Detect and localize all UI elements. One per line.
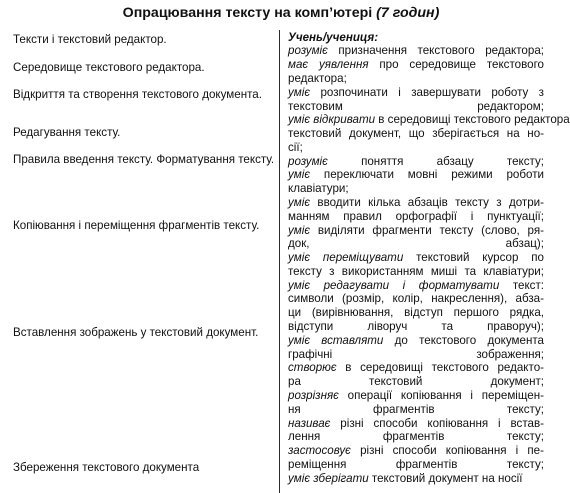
outcome-line <box>288 375 544 389</box>
outcome-text: реміщення фрагментів тексту; <box>288 457 544 471</box>
outcome-line <box>288 320 544 334</box>
outcome-text: призначення текстового редактора; <box>327 44 544 58</box>
outcome-text: про середовище текстового <box>368 58 544 72</box>
topic-item: Тексти і текстовий редактор. <box>13 33 167 46</box>
outcome-text: редактора; <box>288 72 347 85</box>
outcome-text: клавіатури; <box>288 182 349 196</box>
outcome-line <box>288 224 544 238</box>
outcome-line <box>288 72 544 86</box>
outcome-verb: уміє вставляти <box>288 333 384 347</box>
title-main: Опрацювання тексту на комп’ютері <box>122 5 377 21</box>
page-title <box>0 4 562 22</box>
outcome-line <box>288 417 544 431</box>
topic-item: Копіювання і переміщення фрагментів тексту. <box>13 219 260 232</box>
outcome-text: переключати мовні режими роботи <box>310 168 544 182</box>
title-hours: (7 годин) <box>376 5 440 21</box>
outcome-text: текстовим редактором; <box>288 99 544 113</box>
outcome-line <box>288 237 544 251</box>
outcome-line <box>288 403 544 417</box>
outcome-line <box>288 458 544 472</box>
outcome-verb: розуміє <box>288 154 328 168</box>
outcome-line <box>288 389 544 403</box>
outcome-text: манням правил орфографії і пунктуації; <box>288 209 544 223</box>
outcome-text: тексту з використанням миші та клавіатури; <box>288 264 544 278</box>
outcome-text: графічні зображення; <box>288 347 544 361</box>
outcome-text: ци (вирівнювання, відступ першого рядка, <box>288 306 544 320</box>
outcome-line <box>288 58 544 72</box>
outcome-verb: уміє переміщувати <box>288 251 404 265</box>
outcome-text: текстовий курсор по <box>403 251 544 265</box>
outcome-verb: уміє <box>288 168 311 182</box>
outcome-verb: уміє <box>288 196 311 209</box>
topic-item: Вставлення зображень у текстовий документ. <box>13 326 259 339</box>
topic-item: Збереження текстового документа <box>13 461 200 474</box>
outcome-line <box>288 113 570 127</box>
topic-item: Редагування тексту. <box>13 126 121 139</box>
outcome-line <box>288 292 544 306</box>
outcome-line <box>288 210 544 224</box>
outcome-text: операції копіювання і переміщен- <box>338 388 544 402</box>
topic-item: Правила введення тексту. Форматування тексту. <box>13 153 275 166</box>
outcome-verb: має уявлення <box>288 58 369 72</box>
outcome-verb: застосовує <box>288 444 351 457</box>
outcome-text: ня фрагментів тексту; <box>288 402 544 416</box>
outcome-line <box>288 127 544 141</box>
outcome-line <box>288 168 544 182</box>
outcome-line <box>288 196 544 210</box>
outcome-line <box>288 279 544 293</box>
outcome-verb: уміє <box>288 85 311 99</box>
outcome-line <box>288 361 544 375</box>
outcome-line <box>288 155 544 169</box>
outcome-line <box>288 44 544 58</box>
outcome-text: текстовий документ на носії <box>368 471 523 485</box>
outcome-text: символи (розмір, колір, накреслення), абза- <box>288 292 544 306</box>
topic-item: Середовище текстового редактора. <box>13 61 205 74</box>
outcome-text: док, абзац); <box>288 237 544 251</box>
outcome-text: до текстового документа <box>383 333 544 347</box>
outcome-text: лення фрагментів тексту; <box>288 430 544 444</box>
column-divider <box>279 30 280 493</box>
outcome-text: в середовищі текстового редакто- <box>336 361 544 375</box>
outcome-verb: уміє <box>288 223 311 237</box>
outcome-text: різні способи копіювання і пе- <box>350 444 544 457</box>
outcome-line <box>288 472 544 486</box>
outcome-line <box>288 430 544 444</box>
outcome-line <box>288 334 544 348</box>
outcome-verb: уміє редагувати і форматувати <box>288 278 500 292</box>
outcome-verb: називає <box>288 416 331 430</box>
outcome-line <box>288 86 544 100</box>
outcome-line <box>288 444 544 458</box>
outcome-text: відступи ліворуч та праворуч); <box>288 320 544 333</box>
outcome-text: вводити кілька абзаців тексту з дотри- <box>310 196 544 209</box>
outcome-verb: розуміє <box>288 44 328 58</box>
outcome-text: виділяти фрагменти тексту (слово, ря- <box>310 223 544 237</box>
outcome-text: ра текстовий документ; <box>288 375 544 389</box>
outcome-verb: створює <box>288 361 337 375</box>
outcome-line <box>288 100 544 114</box>
outcome-verb: уміє зберігати <box>288 471 369 485</box>
outcome-line <box>288 182 544 196</box>
outcome-line <box>288 141 544 155</box>
outcome-text: сії; <box>288 140 303 154</box>
outcome-text: в середовищі текстового редактора <box>375 113 570 127</box>
outcome-line <box>288 265 544 279</box>
outcome-text: поняття абзацу тексту; <box>327 154 544 168</box>
outcome-text: різні способи копіювання і встав- <box>330 416 544 430</box>
outcomes-heading: Учень/учениця: <box>288 31 379 44</box>
outcome-text: розпочинати і завершувати роботу з <box>310 85 544 99</box>
outcome-line <box>288 348 544 362</box>
outcome-text: текстовий документ, що зберігається на но- <box>288 127 544 141</box>
outcome-line <box>288 251 544 265</box>
outcome-line <box>288 306 544 320</box>
outcome-text: текст: <box>499 278 544 292</box>
outcome-verb: розрізняє <box>288 388 339 402</box>
topic-item: Відкриття та створення текстового документа. <box>13 88 262 101</box>
outcome-verb: уміє відкривати <box>288 113 376 127</box>
